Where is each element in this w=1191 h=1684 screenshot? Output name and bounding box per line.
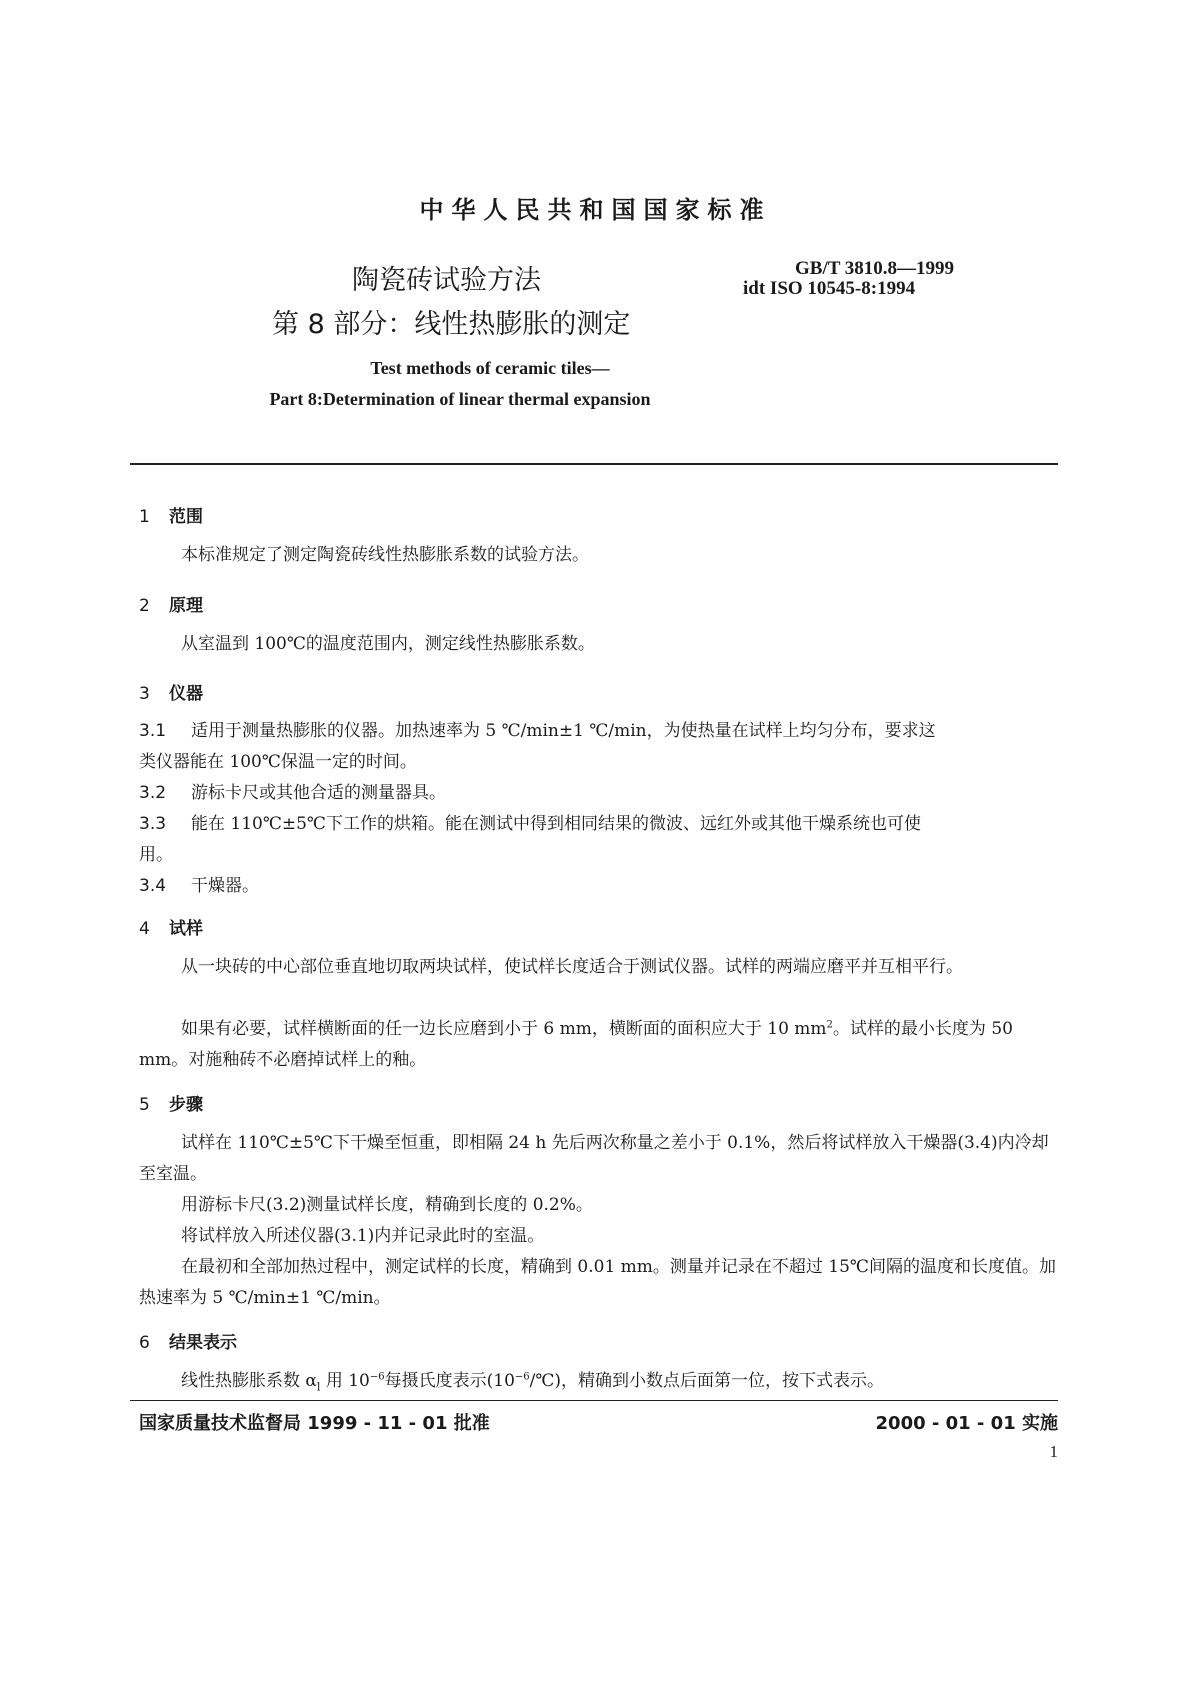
item-number: 3.3 xyxy=(139,814,167,834)
subscript: l xyxy=(316,1380,321,1394)
section-6-heading xyxy=(139,1328,237,1353)
item-number: 3.2 xyxy=(139,783,167,803)
section-title: 步骤 xyxy=(169,1095,203,1115)
item-number: 3.4 xyxy=(139,876,167,896)
iso-reference: idt ISO 10545-8:1994 xyxy=(743,278,916,299)
section-number: 5 xyxy=(139,1095,150,1115)
section-title: 原理 xyxy=(169,596,203,616)
section-5-paragraph-1: 试样在 110℃±5℃下干燥至恒重，即相隔 24 h 先后两次称量之差小于 0.1%，然后将试样放入干燥器(3.4)内冷却至室温。 xyxy=(139,1133,1049,1184)
section-4-paragraph-2 xyxy=(139,1014,1059,1076)
approval-date: 国家质量技术监督局 1999 - 11 - 01 批准 xyxy=(139,1413,490,1434)
section-number: 3 xyxy=(139,684,150,704)
superscript: −6 xyxy=(369,1371,385,1383)
header-divider xyxy=(130,463,1058,465)
section-number: 2 xyxy=(139,596,150,616)
title-cn-line1: 陶瓷砖试验方法 xyxy=(352,265,541,296)
text-run: 每摄氏度表示(10 xyxy=(384,1371,515,1391)
text-run: 线性热膨胀系数 α xyxy=(181,1371,317,1391)
section-number: 1 xyxy=(139,507,150,527)
section-5-paragraph-3: 将试样放入所述仪器(3.1)内并记录此时的室温。 xyxy=(181,1226,545,1246)
standard-number: GB/T 3810.8—1999 xyxy=(795,258,955,279)
item-3-4 xyxy=(139,871,1059,902)
item-3-1-continued: 类仪器能在 100℃保温一定的时间。 xyxy=(139,752,417,772)
text-run: /℃)，精确到小数点后面第一位，按下式表示。 xyxy=(529,1371,885,1391)
section-title: 结果表示 xyxy=(169,1333,237,1353)
item-text: 能在 110℃±5℃下工作的烘箱。能在测试中得到相同结果的微波、远红外或其他干燥系统也可使 xyxy=(191,814,921,834)
item-text: 适用于测量热膨胀的仪器。加热速率为 5 ℃/min±1 ℃/min，为使热量在试样上均匀分布，要求这 xyxy=(191,721,936,741)
section-title: 范围 xyxy=(169,507,203,527)
text-run: 用 10 xyxy=(320,1371,370,1391)
section-5-paragraph-2: 用游标卡尺(3.2)测量试样长度，精确到长度的 0.2%。 xyxy=(181,1195,593,1215)
superscript: 2 xyxy=(826,1019,833,1031)
item-3-2 xyxy=(139,778,1059,809)
section-5-heading xyxy=(139,1090,203,1115)
section-1-text: 本标准规定了测定陶瓷砖线性热膨胀系数的试验方法。 xyxy=(181,545,589,565)
section-4-paragraph-1: 从一块砖的中心部位垂直地切取两块试样，使试样长度适合于测试仪器。试样的两端应磨平并互相平行。 xyxy=(181,957,963,977)
title-cn-line2: 第 8 部分：线性热膨胀的测定 xyxy=(272,309,631,340)
item-3-1 xyxy=(139,716,1059,747)
title-en-line1: Test methods of ceramic tiles— xyxy=(370,358,610,378)
effective-date: 2000 - 01 - 01 实施 xyxy=(875,1413,1058,1434)
section-number: 6 xyxy=(139,1333,150,1353)
section-1-heading xyxy=(139,502,203,527)
page-number: 1 xyxy=(1049,1442,1058,1461)
item-number: 3.1 xyxy=(139,721,167,741)
superscript: −6 xyxy=(514,1371,530,1383)
section-4-heading xyxy=(139,914,203,939)
item-text: 干燥器。 xyxy=(191,876,259,896)
section-5-paragraph-4: 在最初和全部加热过程中，测定试样的长度，精确到 0.01 mm。测量并记录在不超过 15℃间隔的温度和长度值。加热速率为 5 ℃/min±1 ℃/min。 xyxy=(139,1257,1056,1308)
section-2-text: 从室温到 100℃的温度范围内，测定线性热膨胀系数。 xyxy=(181,634,595,654)
item-3-3 xyxy=(139,809,1059,840)
item-text: 游标卡尺或其他合适的测量器具。 xyxy=(191,783,446,803)
item-3-3-continued: 用。 xyxy=(139,845,173,865)
section-2-heading xyxy=(139,591,203,616)
section-6-text xyxy=(139,1366,1059,1397)
text-run: 如果有必要，试样横断面的任一边长应磨到小于 6 mm，横断面的面积应大于 10 mm xyxy=(181,1019,827,1039)
section-3-heading xyxy=(139,679,203,704)
standard-org-header: 中华人民共和国国家标准 xyxy=(419,196,772,224)
text-run: 。试样的最小长度为 50 mm。对施釉砖不必磨掉试样上的釉。 xyxy=(139,1019,1013,1070)
section-number: 4 xyxy=(139,919,150,939)
footer-divider xyxy=(130,1400,1058,1401)
title-en-line2: Part 8:Determination of linear thermal expansion xyxy=(269,389,651,409)
section-title: 试样 xyxy=(169,919,203,939)
section-title: 仪器 xyxy=(169,684,203,704)
